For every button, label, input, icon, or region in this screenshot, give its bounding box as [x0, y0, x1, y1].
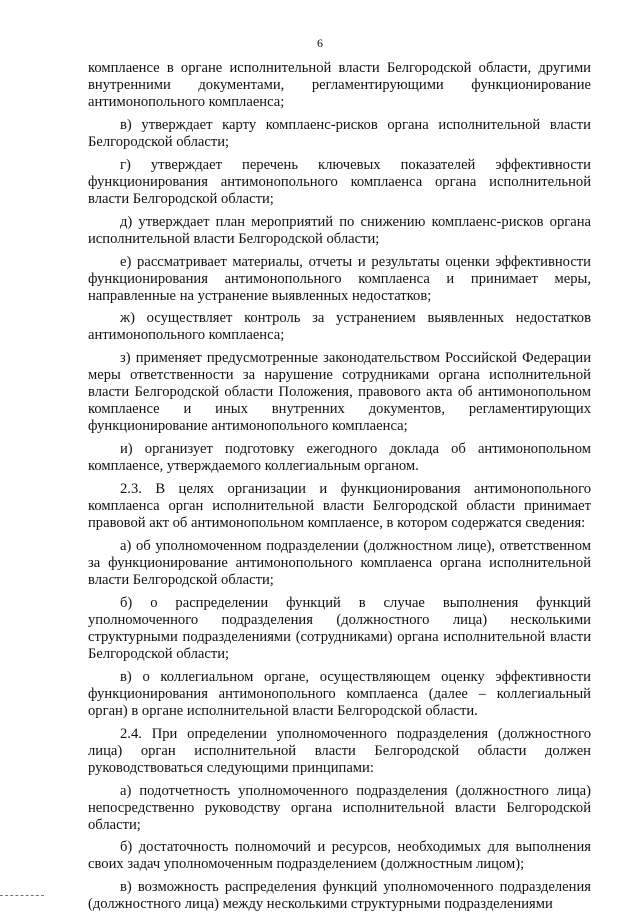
paragraph: ж) осуществляет контроль за устранением выявленных недостатков антимонопольного комплаенса;: [88, 310, 591, 344]
paragraph: комплаенсе в органе исполнительной власти Белгородской области, другими внутренними документами, регламентирующими функционирование антимонопольного комплаенса;: [88, 60, 591, 110]
paragraph: 2.4. При определении уполномоченного подразделения (должностного лица) орган исполнительной власти Белгородской области должен руководствоваться следующими принципами:: [88, 725, 591, 776]
paragraph: в) возможность распределения функций уполномоченного подразделения (должностного лица) между несколькими структурными подразделениями: [88, 879, 591, 913]
scan-edge-mark: [0, 895, 44, 899]
paragraph: г) утверждает перечень ключевых показателей эффективности функционирования антимонопольного комплаенса органа исполнительной власти Белгородской области;: [88, 156, 591, 207]
paragraph: в) о коллегиальном органе, осуществляющем оценку эффективности функционирования антимонопольного комплаенса (далее – коллегиальный орган) в органе исполнительной власти Белгородской области.: [88, 668, 591, 719]
paragraph: з) применяет предусмотренные законодательством Российской Федерации меры ответственности за нарушение сотрудниками органа исполнительной власти Белгородской области Положения, правового акта об антимонопольном комплаенсе и иных внутренних документов, регламентирующих функционирование антимонопольного комплаенса;: [88, 350, 591, 435]
paragraph: а) об уполномоченном подразделении (должностном лице), ответственном за функционирование антимонопольного комплаенса органа исполнительной власти Белгородской области;: [88, 538, 591, 589]
paragraph: д) утверждает план мероприятий по снижению комплаенс-рисков органа исполнительной власти Белгородской области;: [88, 213, 591, 247]
paragraph: е) рассматривает материалы, отчеты и результаты оценки эффективности функционирования антимонопольного комплаенса и принимает меры, направленные на устранение выявленных недостатков;: [88, 253, 591, 304]
paragraph: в) утверждает карту комплаенс-рисков органа исполнительной власти Белгородской области;: [88, 116, 591, 150]
paragraph: а) подотчетность уполномоченного подразделения (должностного лица) непосредственно руководству органа исполнительной власти Белгородской области;: [88, 782, 591, 833]
paragraph: б) о распределении функций в случае выполнения функций уполномоченного подразделения (должностного лица) несколькими структурными подразделениями (сотрудниками) органа исполнительной власти Белгородской области;: [88, 594, 591, 662]
paragraph: б) достаточность полномочий и ресурсов, необходимых для выполнения своих задач уполномоченным подразделением (должностным лицом);: [88, 839, 591, 873]
paragraph: 2.3. В целях организации и функционирования антимонопольного комплаенса орган исполнительной власти Белгородской области принимает правовой акт об антимонопольном комплаенсе, в котором содержатся сведения:: [88, 481, 591, 532]
page-number: 6: [317, 36, 323, 50]
document-body: [88, 60, 591, 919]
paragraph: и) организует подготовку ежегодного доклада об антимонопольном комплаенсе, утверждаемого коллегиальным органом.: [88, 441, 591, 475]
